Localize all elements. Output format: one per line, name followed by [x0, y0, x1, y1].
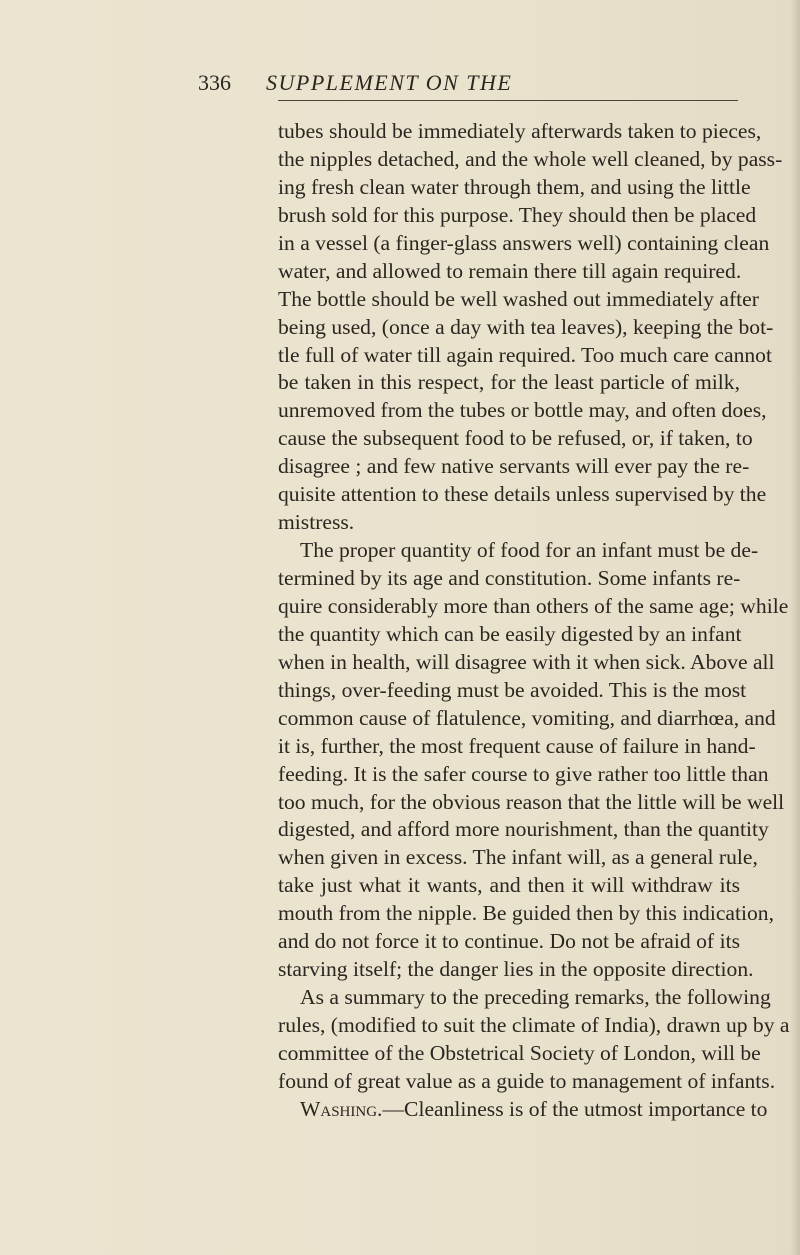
- text-line: feeding. It is the safer course to give rather too little than: [278, 761, 769, 786]
- text-line: and do not force it to continue. Do not be afraid of its: [278, 929, 740, 954]
- text-line: starving itself; the danger lies in the opposite direction.: [278, 957, 754, 982]
- text-line: mouth from the nipple. Be guided then by this indication,: [278, 901, 774, 926]
- text-line: the nipples detached, and the whole well cleaned, by pass-: [278, 146, 783, 171]
- text-line: tle full of water till again required. Too much care cannot: [278, 342, 772, 367]
- text-line: found of great value as a guide to management of infants.: [278, 1068, 776, 1093]
- text-line: being used, (once a day with tea leaves), keeping the bot-: [278, 314, 774, 339]
- text-line: water, and allowed to remain there till again required.: [278, 258, 742, 283]
- text-line: things, over-feeding must be avoided. This is the most: [278, 677, 747, 702]
- text-line: quire considerably more than others of the same age; while: [278, 593, 789, 618]
- text-line: rules, (modified to suit the climate of India), drawn up by a: [278, 1013, 790, 1037]
- page-edge-shadow: [790, 0, 800, 1255]
- running-title: SUPPLEMENT ON THE: [266, 70, 513, 95]
- text-line: mistress.: [278, 510, 355, 535]
- washing-text: —Cleanliness is of the utmost importance to: [382, 1096, 768, 1121]
- text-line: digested, and afford more nourishment, than the quantity: [278, 817, 769, 842]
- page-number: 336: [198, 70, 231, 95]
- text-line: The proper quantity of food for an infant must be de-: [300, 538, 759, 563]
- text-line: take just what it wants, and then it will withdraw its: [278, 873, 740, 898]
- text-line: the quantity which can be easily digested by an infant: [278, 621, 742, 646]
- body-text: [278, 118, 790, 1124]
- text-line: cause the subsequent food to be refused, or, if taken, to: [278, 426, 753, 451]
- text-line: disagree ; and few native servants will ever pay the re-: [278, 454, 750, 479]
- text-line: it is, further, the most frequent cause of failure in hand-: [278, 733, 756, 758]
- text-line: The bottle should be well washed out immediately after: [278, 286, 759, 311]
- section-heading-washing: Washing.: [300, 1096, 383, 1121]
- text-line: when given in excess. The infant will, as a general rule,: [278, 845, 758, 870]
- text-line: committee of the Obstetrical Society of London, will be: [278, 1040, 761, 1065]
- text-line: too much, for the obvious reason that the little will be well: [278, 789, 785, 814]
- text-line: when in health, will disagree with it when sick. Above all: [278, 649, 775, 674]
- text-line: As a summary to the preceding remarks, the following: [300, 985, 771, 1010]
- text-line: termined by its age and constitution. Some infants re-: [278, 566, 741, 590]
- header-rule: [278, 100, 738, 101]
- text-line: unremoved from the tubes or bottle may, and often does,: [278, 398, 767, 423]
- text-line: brush sold for this purpose. They should then be placed: [278, 202, 757, 227]
- text-line: ing fresh clean water through them, and using the little: [278, 174, 751, 199]
- text-line: tubes should be immediately afterwards taken to pieces,: [278, 119, 762, 143]
- text-line: common cause of flatulence, vomiting, and diarrhœa, and: [278, 705, 776, 730]
- text-line-washing: [278, 1096, 768, 1124]
- text-line: be taken in this respect, for the least particle of milk,: [278, 370, 740, 395]
- text-line: in a vessel (a finger-glass answers well) containing clean: [278, 230, 770, 255]
- text-line: quisite attention to these details unless supervised by the: [278, 482, 767, 507]
